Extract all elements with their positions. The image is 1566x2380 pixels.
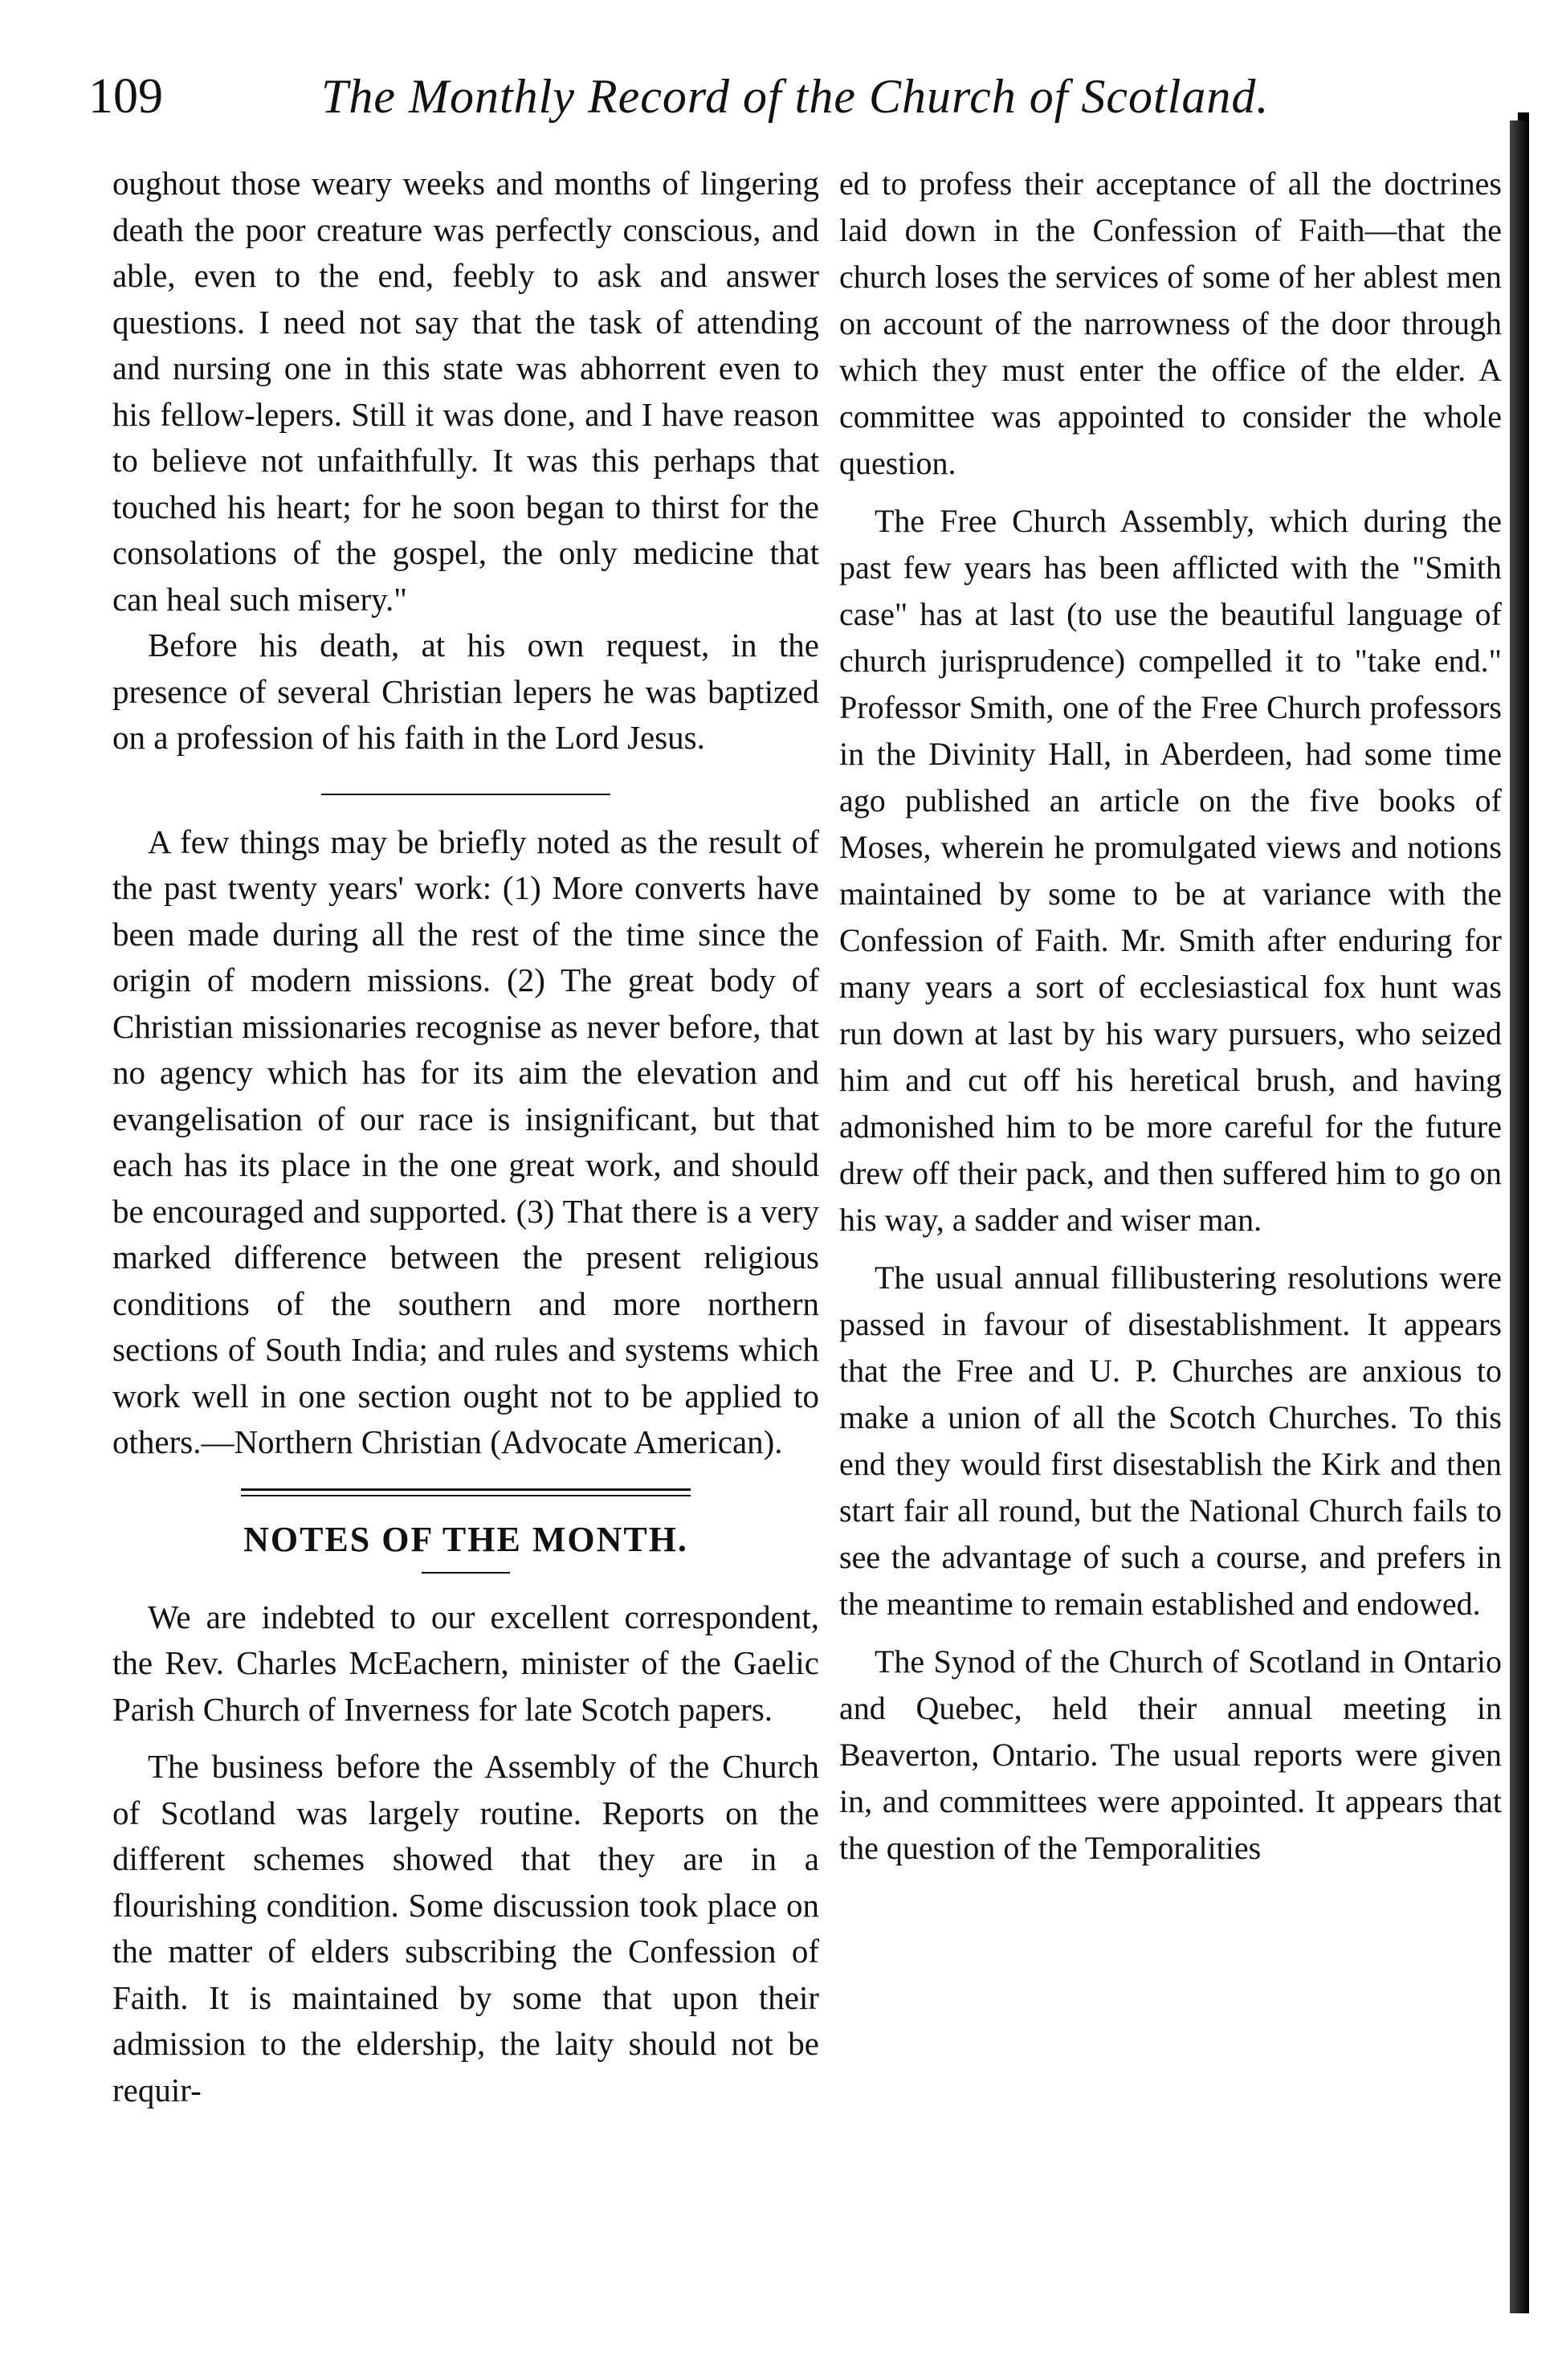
binding-edge-shadow	[1510, 120, 1529, 2313]
article-paragraph: A few things may be briefly noted as the result of the past twenty years' work: (1) More converts have been made during all the rest of the time since the origin of modern missions. (2) The great body of Christian missionaries recognise as never before, that no agency which has for its aim the elevation and evangelisation of our race is insignificant, but that each has its place in the one great work, and should be encouraged and supported. (3) That there is a very marked difference between the present religious conditions of the southern and more northern sections of South India; and rules and systems which work well in one section ought not to be applied to others.—Northern Christian (Advocate American).	[112, 823, 819, 1460]
section-heading: NOTES OF THE MONTH.	[243, 1519, 688, 1559]
right-column	[839, 161, 1502, 1872]
article-paragraph: The business before the Assembly of the Church of Scotland was largely routine. Reports on the different schemes showed that they are in a flourishing condition. Some discussion took place on the matter of elders subscribing the Confession of Faith. It is maintained by some that upon their admission to the eldership, the laity should not be requir-	[112, 1748, 819, 2109]
article-paragraph: The usual annual fillibustering resolutions were passed in favour of disestablishment. It appears that the Free and U. P. Churches are anxious to make a union of all the Scotch Churches. To this end they would first disestablish the Kirk and then start fair all round, but the National Church fails to see the advantage of such a course, and prefers in the meantime to remain established and endowed.	[839, 1259, 1502, 1622]
section-divider	[321, 794, 610, 795]
article-paragraph: We are indebted to our excellent correspondent, the Rev. Charles McEachern, minister of the Gaelic Parish Church of Inverness for late Scotch papers.	[112, 1598, 819, 1728]
article-paragraph: oughout those weary weeks and months of lingering death the poor creature was perfectly conscious, and able, even to the end, feebly to ask and answer questions. I need not say that the task of attending and nursing one in this state was abhorrent even to his fellow-lepers. Still it was done, and I have reason to believe not unfaithfully. It was this perhaps that touched his heart; for he soon began to thirst for the consolations of the gospel, the only medicine that can heal such misery."	[112, 165, 819, 618]
article-paragraph: ed to profess their acceptance of all the doctrines laid down in the Confession of Faith—that the church loses the services of some of her ablest men on account of the narrowness of the door through which they must enter the office of the elder. A committee was appointed to consider the whole question.	[839, 165, 1502, 481]
double-rule-divider	[241, 1488, 691, 1496]
page-header	[88, 56, 1373, 137]
article-paragraph: The Synod of the Church of Scotland in Ontario and Quebec, held their annual meeting in Beaverton, Ontario. The usual reports were given in, and committees were appointed. It appears that the question of the Temporalities	[839, 1643, 1502, 1866]
running-title: The Monthly Record of the Church of Scotland.	[321, 70, 1270, 123]
page-number: 109	[88, 69, 163, 124]
article-paragraph: The Free Church Assembly, which during the past few years has been afflicted with the "Smith case" has at last (to use the beautiful language of church jurisprudence) compelled it to "take end." Professor Smith, one of the Free Church professors in the Divinity Hall, in Aberdeen, had some time ago published an article on the five books of Moses, wherein he promulgated views and notions maintained by some to be at variance with the Confession of Faith. Mr. Smith after enduring for many years a sort of ecclesiastical fox hunt was run down at last by his wary pursuers, who seized him and cut off his heretical brush, and having admonished him to be more careful for the future drew off their pack, and then suffered him to go on his way, a sadder and wiser man.	[839, 503, 1502, 1238]
left-column	[112, 161, 819, 2113]
heading-underline	[422, 1572, 510, 1574]
article-paragraph: Before his death, at his own request, in the presence of several Christian lepers he was baptized on a profession of his faith in the Lord Jesus.	[112, 627, 819, 756]
